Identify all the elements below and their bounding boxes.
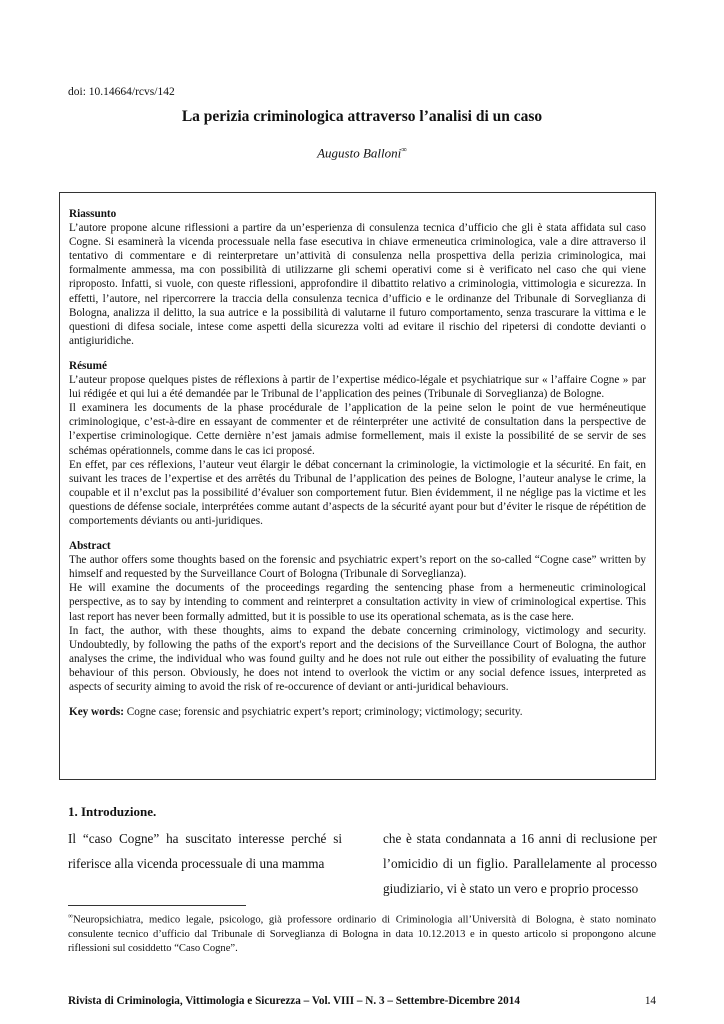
abstract-section-riassunto xyxy=(69,207,646,348)
footnote-text: Neuropsichiatra, medico legale, psicologo, già professore ordinario di Criminologia all’Università di Bologna, è stato nominato consulente tecnico d’ufficio dal Tribunale di Sorveglianza di Bologna in data 10.12.2013 e in questo articolo si propongono alcune riflessioni sul cosiddetto “Caso Cogne”. xyxy=(68,914,656,954)
footnote xyxy=(68,909,656,956)
keywords-label: Key words: xyxy=(69,706,124,719)
paragraph: En effet, par ces réflexions, l’auteur veut élargir le débat concernant la criminologie, la victimologie et la sécurité. En fait, en suivant les traces de l’expertise et des arrêtés du Tribunal de l’application des peines de Bologne, l’auteur analyse le crime, la coupable et il n’exclut pas la possibilité d’évaluer son comportement futur. Bien évidemment, il ne néglige pas la victime et les questions de défense sociale, interprétées comme autant d’aspects de la sécurité ayant pour but d’éviter le risque de répétition de comportements déviants ou anti-juridiques. xyxy=(69,458,646,527)
page-footer xyxy=(68,995,656,1007)
author xyxy=(0,145,724,161)
intro-heading: 1. Introduzione. xyxy=(68,804,157,819)
keywords xyxy=(69,705,646,719)
paragraph: In fact, the author, with these thoughts, aims to expand the debate concerning criminology, victimology and security. Undoubtedly, by following the paths of the export's report and the decisions of the Surveillance Court of Bologna, the author analyses the crime, the individual who was found guilty and he does not rule out either the possibility of evaluating the future behaviour of this person. Obviously, he does not intend to overlook the victim or any social defence issues, interpreted as aspects of security aiming to avoid the risk of re-occurence of deviant or anti-juridical behaviours. xyxy=(69,624,646,693)
article-title: La perizia criminologica attraverso l’analisi di un caso xyxy=(181,108,543,125)
paragraph: L’auteur propose quelques pistes de réflexions à partir de l’expertise médico-légale et psychiatrique sur « l’affaire Cogne » par lui rédigée et qui lui a été demandée par le Tribunal de l’application des peines (Tribunale di Sorveglianza) de Bologne. xyxy=(69,374,646,401)
abstract-section-resume xyxy=(69,359,646,528)
author-name: Augusto Balloni xyxy=(317,145,402,161)
footnote-mark: ∞ xyxy=(68,912,73,920)
keywords-text: Cogne case; forensic and psychiatric expert’s report; criminology; victimology; security. xyxy=(124,706,523,719)
body-column-right: che è stata condannata a 16 anni di reclusione per l’omicidio di un figlio. Parallelamente al processo giudiziario, vi è stato un vero e proprio processo xyxy=(383,831,657,896)
page-number: 14 xyxy=(644,995,656,1007)
paragraph: The author offers some thoughts based on the forensic and psychiatric expert’s report on the so-called “Cogne case” written by himself and requested by the Surveillance Court of Bologna (Tribunale di Sorveglianza). xyxy=(69,554,646,581)
doi: doi: 10.14664/rcvs/142 xyxy=(68,86,175,98)
abstract-box xyxy=(59,192,656,780)
section-heading: Riassunto xyxy=(69,208,117,220)
paragraph: L’autore propone alcune riflessioni a partire da un’esperienza di consulenza tecnica d’ufficio che gli è stata affidata sul caso Cogne. Si esaminerà la vicenda processuale nella fase esecutiva in chiave ermeneutica criminologica, vale a dire attraverso il tentativo di commentare e di reinterpretare un’attività di consulenza nella prospettiva della perizia criminologica, mai formalmente ammessa, ma con possibilità di utilizzarne gli schemi operativi come si è verificato nel caso che qui viene riproposto. Infatti, si vuole, con queste riflessioni, approfondire il dibattito relativo a criminologia, vittimologia e sicurezza. In effetti, l’autore, nel ripercorrere la traccia della consulenza tecnica d’ufficio e le ordinanze del Tribunale di Sorveglianza di Bologna, analizza il delitto, la sua autrice e la possibilità di valutarne il futuro comportamento, senza trascurare la vittima e le questioni di difesa sociale, intese come aspetti della sicurezza volti ad evitare il rischio del ripetersi di condotte devianti o antigiuridiche. xyxy=(69,222,646,347)
section-heading: Résumé xyxy=(69,359,107,372)
section-heading: Abstract xyxy=(69,540,111,553)
paragraph: Il examinera les documents de la phase procédurale de l’application de la peine selon le point de vue herméneutique criminologique, c’est-à-dire en essayant de commenter et de réinterpréter une activité de consultation dans la perspective de l’expertise criminologique. Cette dernière n’est jamais admise formellement, mais il existe la possibilité de se servir de ses schémas opérationnels, comme dans le cas ici proposé. xyxy=(69,402,646,457)
abstract-section-abstract xyxy=(69,539,646,694)
paragraph: He will examine the documents of the proceedings regarding the sentencing phase from a hermeneutic criminological perspective, as to say by intending to comment and reinterpret a consultation activity in view of criminological expertise. This last report has never been formally admitted, but it is possible to use its operational schemata, as is the case here. xyxy=(69,582,646,623)
footnote-divider xyxy=(68,905,246,906)
author-footnote-mark: ∞ xyxy=(401,145,407,154)
journal-name: Rivista di Criminologia, Vittimologia e Sicurezza – Vol. VIII – N. 3 – Settembre-Dicembre 2014 xyxy=(68,995,520,1007)
body-column-left: Il “caso Cogne” ha suscitato interesse perché si riferisce alla vicenda processuale di una mamma xyxy=(68,831,342,871)
